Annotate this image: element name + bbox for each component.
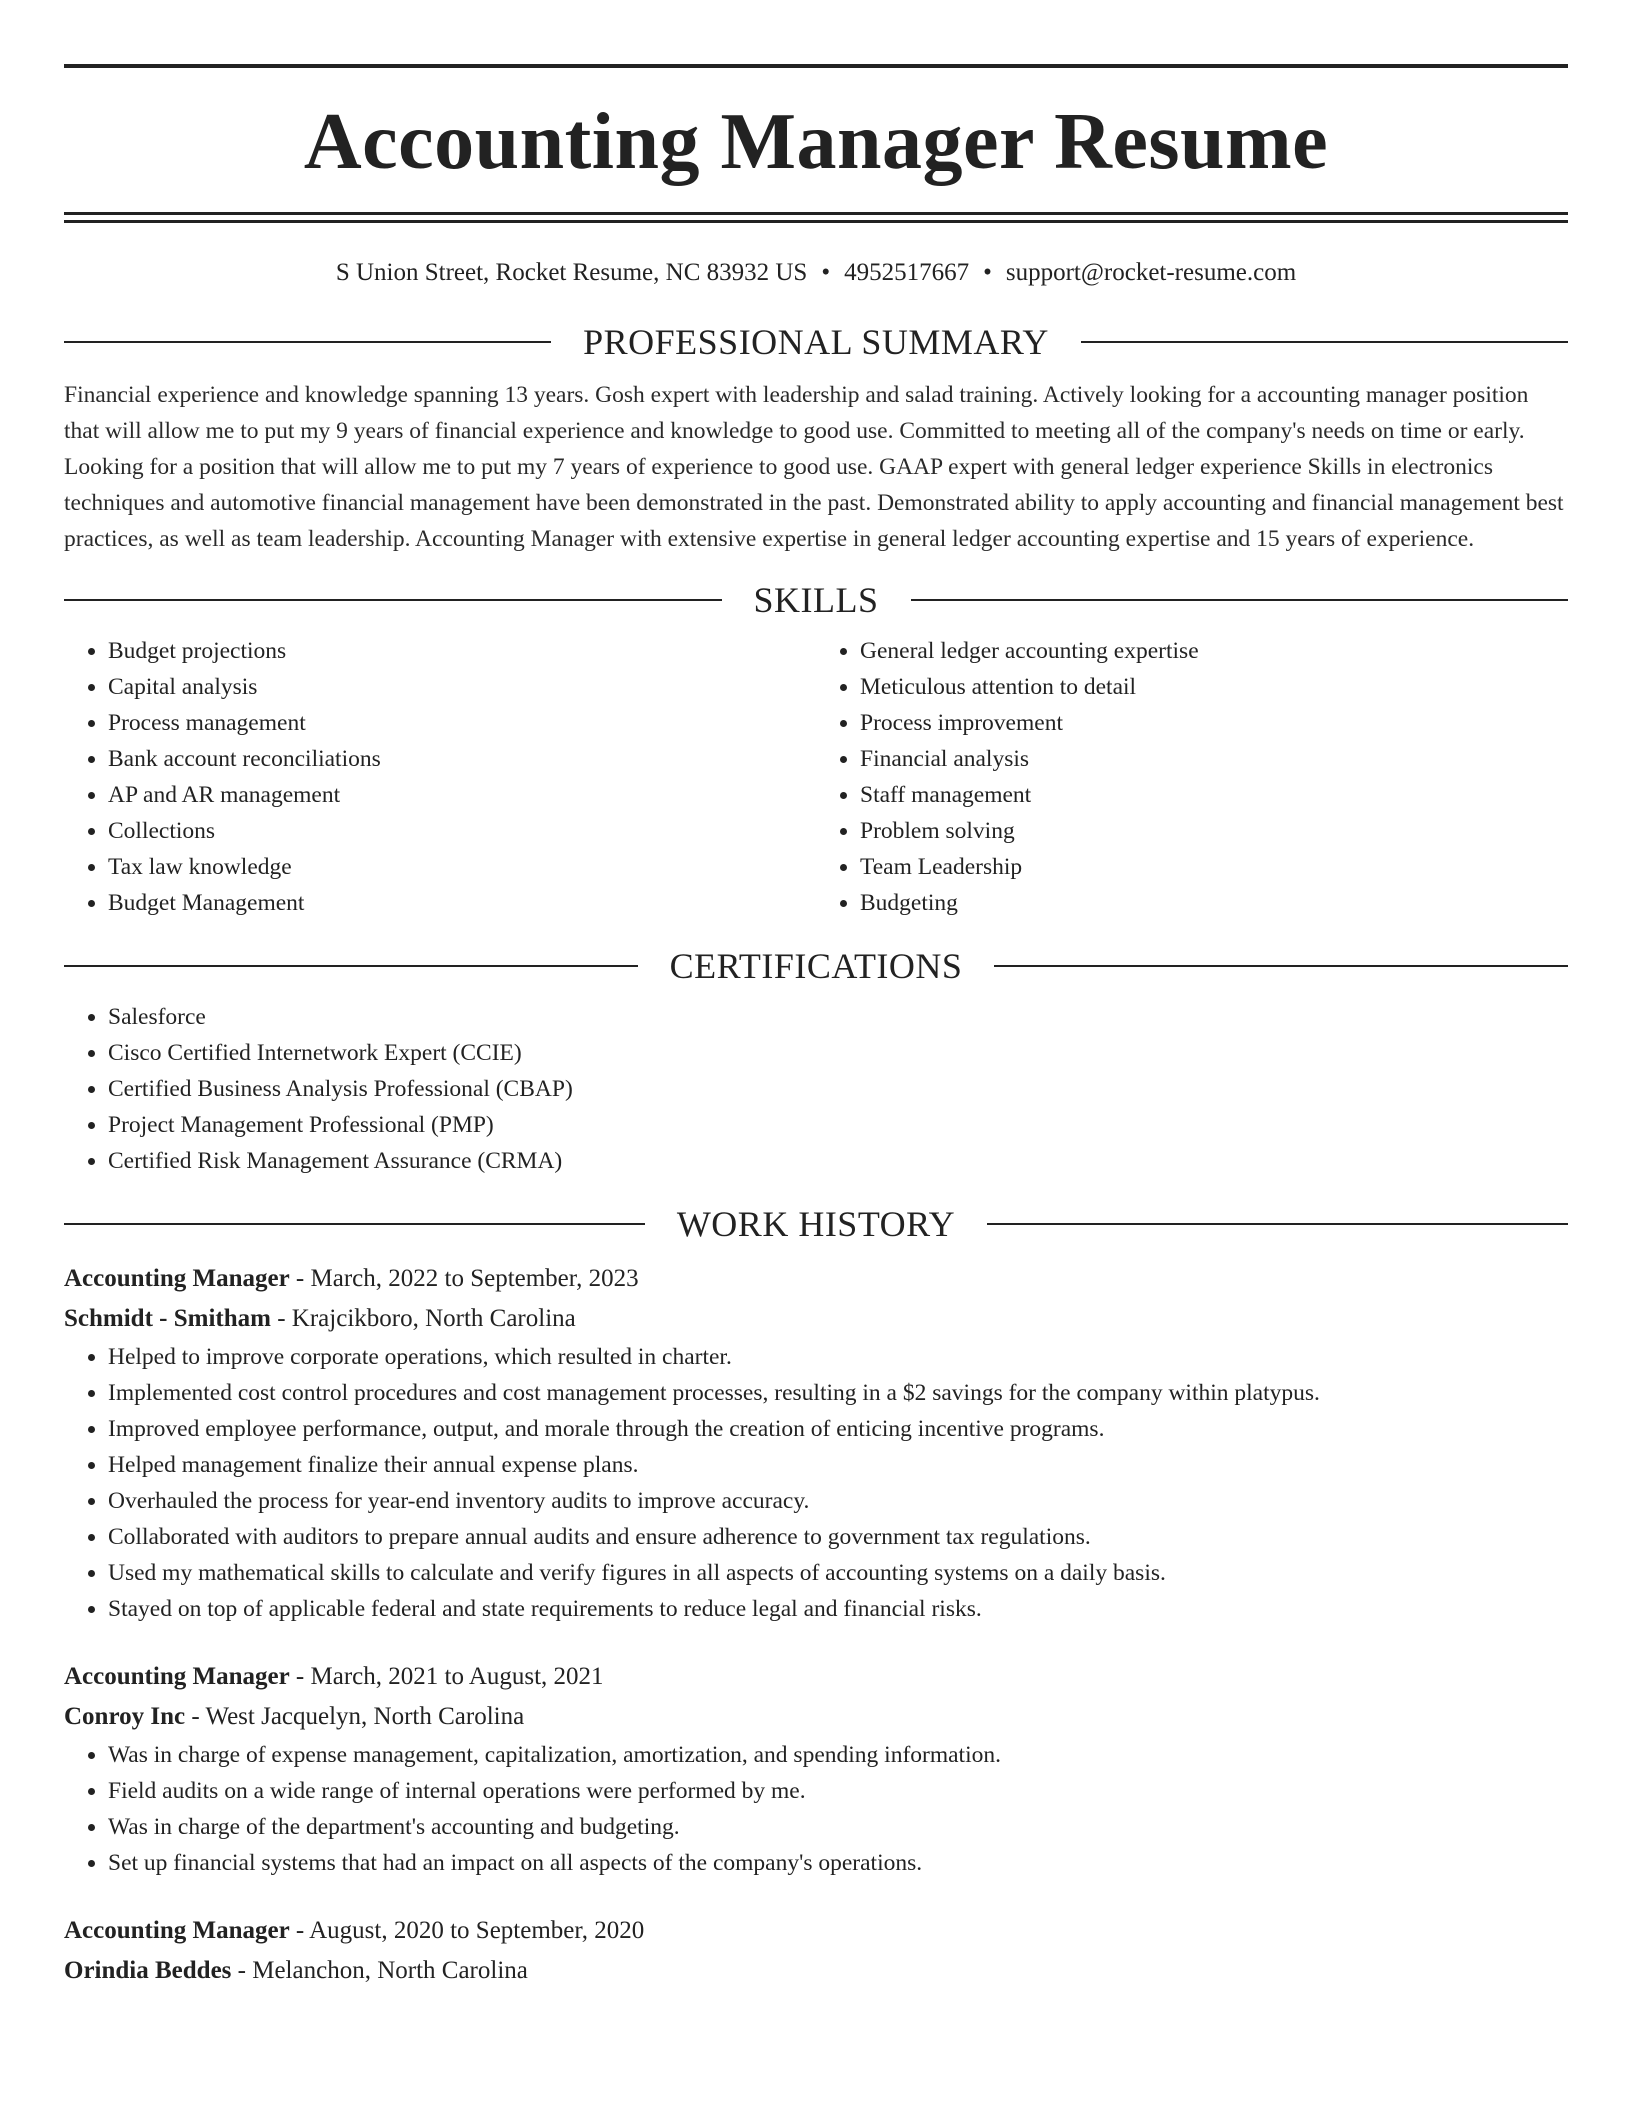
- skill-item: • Process improvement: [860, 705, 1568, 741]
- heading-rule: [994, 965, 1568, 967]
- job-bullet: • Implemented cost control procedures and cost management processes, resulting in a $2 savings for the company within platypus.: [108, 1375, 1568, 1411]
- skills-list: [64, 633, 1568, 921]
- title-double-rule: [64, 212, 1568, 223]
- skill-item: • Budgeting: [860, 885, 1568, 921]
- job-bullet: • Field audits on a wide range of internal operations were performed by me.: [108, 1773, 1568, 1809]
- job-entry: [64, 1911, 1568, 1991]
- work-history-heading-label: WORK HISTORY: [676, 1204, 956, 1244]
- job-company: Schmidt - Smitham: [64, 1305, 271, 1332]
- certifications-list: [64, 999, 1568, 1179]
- job-entry: [64, 1657, 1568, 1881]
- contact-separator: •: [983, 259, 992, 286]
- heading-rule: [911, 599, 1569, 601]
- skill-item: • Financial analysis: [860, 741, 1568, 777]
- heading-rule: [987, 1223, 1568, 1225]
- skill-item: • AP and AR management: [108, 777, 816, 813]
- heading-rule: [64, 965, 638, 967]
- contact-line: [64, 259, 1568, 287]
- contact-separator: •: [821, 259, 831, 286]
- email-link[interactable]: support@rocket-resume.com: [1005, 259, 1297, 286]
- job-company-line: Conroy Inc - West Jacquelyn, North Carolina: [64, 1703, 525, 1730]
- job-location: Krajcikboro, North Carolina: [291, 1305, 576, 1332]
- job-location: West Jacquelyn, North Carolina: [205, 1703, 525, 1730]
- job-bullet: • Collaborated with auditors to prepare annual audits and ensure adherence to government tax regulations.: [108, 1519, 1568, 1555]
- job-bullets: [64, 1339, 1568, 1627]
- job-bullet: • Was in charge of the department's accounting and budgeting.: [108, 1809, 1568, 1845]
- certification-item: • Salesforce: [108, 999, 1568, 1035]
- summary-heading: [64, 321, 1568, 363]
- job-location: Melanchon, North Carolina: [252, 1957, 528, 1984]
- job-company-line: Schmidt - Smitham - Krajcikboro, North Carolina: [64, 1305, 576, 1332]
- summary-text: Financial experience and knowledge spanning 13 years. Gosh expert with leadership and salad training. Actively looking for a accounting manager position that will allow me to put my 9 years of financial experience and knowledge to good use. Committed to meeting all of the company's needs on time or early. Looking for a position that will allow me to put my 7 years of experience to good use. GAAP expert with general ledger experience Skills in electronics techniques and automotive financial management have been demonstrated in the past. Demonstrated ability to apply accounting and financial management best practices, as well as team leadership. Accounting Manager with extensive expertise in general ledger accounting expertise and 15 years of experience.: [64, 382, 1564, 552]
- top-rule: [64, 64, 1568, 68]
- job-bullet: • Overhauled the process for year-end inventory audits to improve accuracy.: [108, 1483, 1568, 1519]
- skill-item: • Budget Management: [108, 885, 816, 921]
- job-bullet: • Used my mathematical skills to calculate and verify figures in all aspects of accounting systems on a daily basis.: [108, 1555, 1568, 1591]
- job-company: Orindia Beddes: [64, 1957, 232, 1984]
- job-bullet: • Set up financial systems that had an impact on all aspects of the company's operations.: [108, 1845, 1568, 1881]
- skill-item: • Tax law knowledge: [108, 849, 816, 885]
- work-history-heading: [64, 1203, 1568, 1245]
- job-title: Accounting Manager: [64, 1663, 290, 1690]
- job-bullet: • Was in charge of expense management, capitalization, amortization, and spending information.: [108, 1737, 1568, 1773]
- job-bullets: [64, 1737, 1568, 1881]
- job-company: Conroy Inc: [64, 1703, 186, 1730]
- job-entry: [64, 1259, 1568, 1627]
- certifications-heading: [64, 945, 1568, 987]
- heading-rule: [64, 599, 722, 601]
- resume-page: [64, 64, 1568, 1991]
- job-dates: March, 2022 to September, 2023: [310, 1265, 639, 1292]
- summary-heading-label: PROFESSIONAL SUMMARY: [583, 322, 1049, 362]
- skill-item: • Team Leadership: [860, 849, 1568, 885]
- job-title-line: Accounting Manager - March, 2021 to August, 2021: [64, 1663, 604, 1690]
- address: S Union Street, Rocket Resume, NC 83932 US: [335, 259, 808, 286]
- job-title: Accounting Manager: [64, 1265, 290, 1292]
- skill-item: • Problem solving: [860, 813, 1568, 849]
- job-company-line: Orindia Beddes - Melanchon, North Carolina: [64, 1957, 528, 1984]
- job-title-line: Accounting Manager - August, 2020 to September, 2020: [64, 1917, 645, 1944]
- job-title-line: Accounting Manager - March, 2022 to September, 2023: [64, 1265, 639, 1292]
- skills-right-column: [816, 633, 1568, 921]
- skill-item: • Bank account reconciliations: [108, 741, 816, 777]
- job-bullet: • Stayed on top of applicable federal and state requirements to reduce legal and financial risks.: [108, 1591, 1568, 1627]
- heading-rule: [1081, 341, 1568, 343]
- certifications-heading-label: CERTIFICATIONS: [669, 946, 963, 986]
- skill-item: • Meticulous attention to detail: [860, 669, 1568, 705]
- certification-item: • Certified Business Analysis Professional (CBAP): [108, 1071, 1568, 1107]
- job-bullet: • Helped management finalize their annual expense plans.: [108, 1447, 1568, 1483]
- job-bullet: • Helped to improve corporate operations, which resulted in charter.: [108, 1339, 1568, 1375]
- certification-item: • Cisco Certified Internetwork Expert (CCIE): [108, 1035, 1568, 1071]
- certification-item: • Project Management Professional (PMP): [108, 1107, 1568, 1143]
- skill-item: • Capital analysis: [108, 669, 816, 705]
- skill-item: • Staff management: [860, 777, 1568, 813]
- certification-item: • Certified Risk Management Assurance (CRMA): [108, 1143, 1568, 1179]
- skills-heading: [64, 579, 1568, 621]
- skill-item: • Budget projections: [108, 633, 816, 669]
- job-dates: March, 2021 to August, 2021: [310, 1663, 604, 1690]
- skill-item: • Process management: [108, 705, 816, 741]
- skills-heading-label: SKILLS: [753, 580, 879, 620]
- heading-rule: [64, 1223, 645, 1225]
- phone: 4952517667: [844, 259, 970, 286]
- skills-left-column: [64, 633, 816, 921]
- page-title: Accounting Manager Resume: [303, 98, 1329, 186]
- job-dates: August, 2020 to September, 2020: [309, 1917, 645, 1944]
- job-title: Accounting Manager: [64, 1917, 290, 1944]
- job-bullet: • Improved employee performance, output, and morale through the creation of enticing incentive programs.: [108, 1411, 1568, 1447]
- heading-rule: [64, 341, 551, 343]
- skill-item: • Collections: [108, 813, 816, 849]
- skill-item: • General ledger accounting expertise: [860, 633, 1568, 669]
